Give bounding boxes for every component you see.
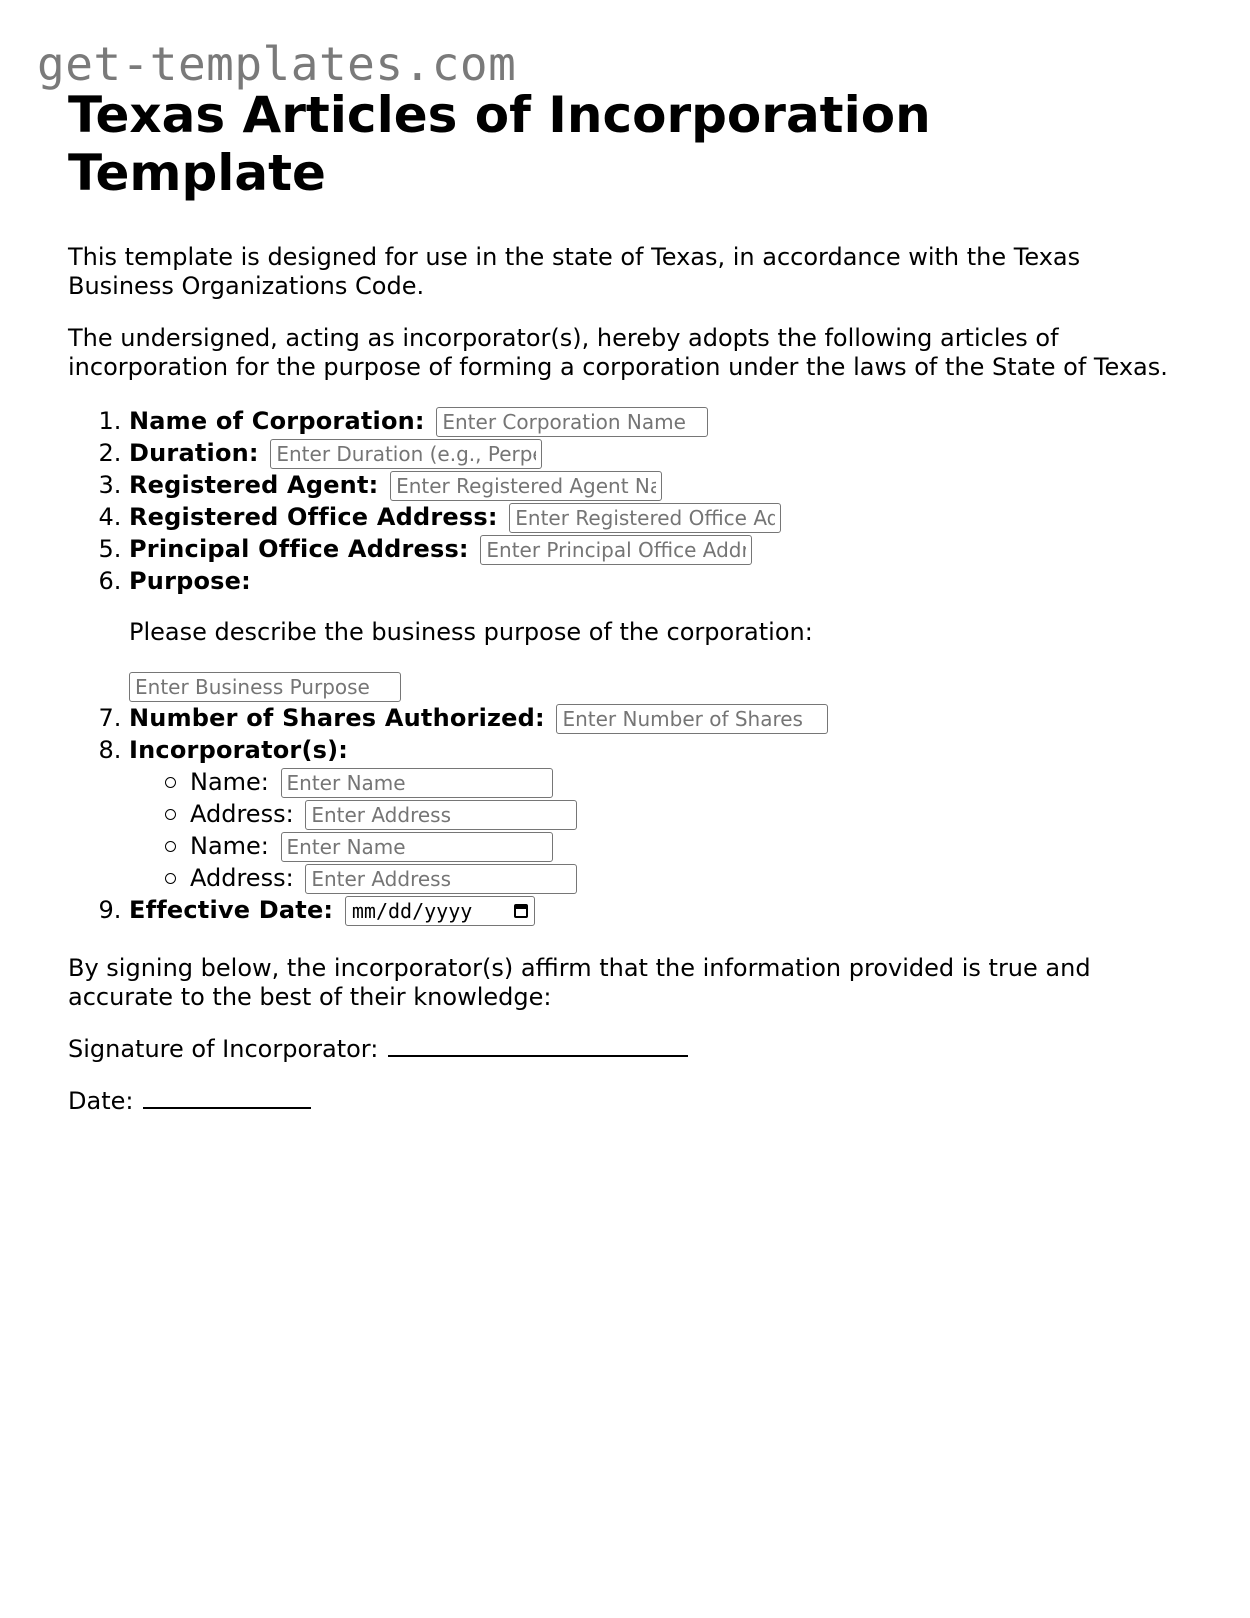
incorporator-name-input[interactable] xyxy=(281,768,553,798)
incorporators-label: Incorporator(s): xyxy=(129,736,349,764)
incorporator-address-item xyxy=(165,862,1178,894)
registered-agent-input[interactable] xyxy=(390,471,662,501)
affirmation-text: By signing below, the incorporator(s) affirm that the information provided is true and accurate to the best of their knowledge: xyxy=(68,954,1091,1011)
document-body xyxy=(68,86,1178,1116)
registered-office-label: Registered Office Address: xyxy=(129,503,498,531)
purpose-input-wrap xyxy=(129,670,1178,702)
incorporator-address-label: Address: xyxy=(190,864,294,892)
duration-input[interactable] xyxy=(270,439,542,469)
effective-date-label: Effective Date: xyxy=(129,896,334,924)
article-purpose xyxy=(129,565,1178,702)
signature-blank xyxy=(388,1035,688,1057)
watermark: get-templates.com xyxy=(37,37,517,91)
date-placeholder: mm/dd/yyyy xyxy=(351,899,473,923)
calendar-icon[interactable] xyxy=(514,904,528,918)
page-title: Texas Articles of Incorporation Template xyxy=(68,86,931,202)
incorporators-list xyxy=(129,766,1178,894)
signature-line xyxy=(68,1035,1178,1064)
effective-date-input[interactable] xyxy=(345,896,535,926)
date-label: Date: xyxy=(68,1087,134,1115)
intro-paragraph: This template is designed for use in the state of Texas, in accordance with the Texas Business Organizations Code. xyxy=(68,243,1081,300)
incorporator-name-item xyxy=(165,830,1178,862)
article-shares xyxy=(129,702,1178,734)
purpose-input[interactable] xyxy=(129,672,401,702)
incorporator-address-item xyxy=(165,798,1178,830)
registered-agent-label: Registered Agent: xyxy=(129,471,379,499)
intro-paragraph: The undersigned, acting as incorporator(s), hereby adopts the following articles of incorporation for the purpose of forming a corporation under the laws of the State of Texas. xyxy=(68,324,1168,381)
purpose-description: Please describe the business purpose of the corporation: xyxy=(129,618,813,646)
incorporator-address-input[interactable] xyxy=(305,800,577,830)
article-registered-agent xyxy=(129,469,1178,501)
registered-office-input[interactable] xyxy=(509,503,781,533)
shares-label: Number of Shares Authorized: xyxy=(129,704,545,732)
principal-office-input[interactable] xyxy=(480,535,752,565)
purpose-label: Purpose: xyxy=(129,567,251,595)
date-blank xyxy=(143,1087,311,1109)
duration-label: Duration: xyxy=(129,439,259,467)
date-line xyxy=(68,1087,1178,1116)
incorporator-name-label: Name: xyxy=(190,832,269,860)
articles-list xyxy=(68,405,1178,926)
article-corporation-name xyxy=(129,405,1178,437)
principal-office-label: Principal Office Address: xyxy=(129,535,469,563)
incorporator-name-input[interactable] xyxy=(281,832,553,862)
signature-label: Signature of Incorporator: xyxy=(68,1035,379,1063)
incorporator-name-label: Name: xyxy=(190,768,269,796)
article-registered-office xyxy=(129,501,1178,533)
article-effective-date xyxy=(129,894,1178,926)
corporation-name-label: Name of Corporation: xyxy=(129,407,425,435)
article-principal-office xyxy=(129,533,1178,565)
incorporator-address-label: Address: xyxy=(190,800,294,828)
corporation-name-input[interactable] xyxy=(436,407,708,437)
article-duration xyxy=(129,437,1178,469)
incorporator-name-item xyxy=(165,766,1178,798)
incorporator-address-input[interactable] xyxy=(305,864,577,894)
article-incorporators xyxy=(129,734,1178,894)
shares-input[interactable] xyxy=(556,704,828,734)
